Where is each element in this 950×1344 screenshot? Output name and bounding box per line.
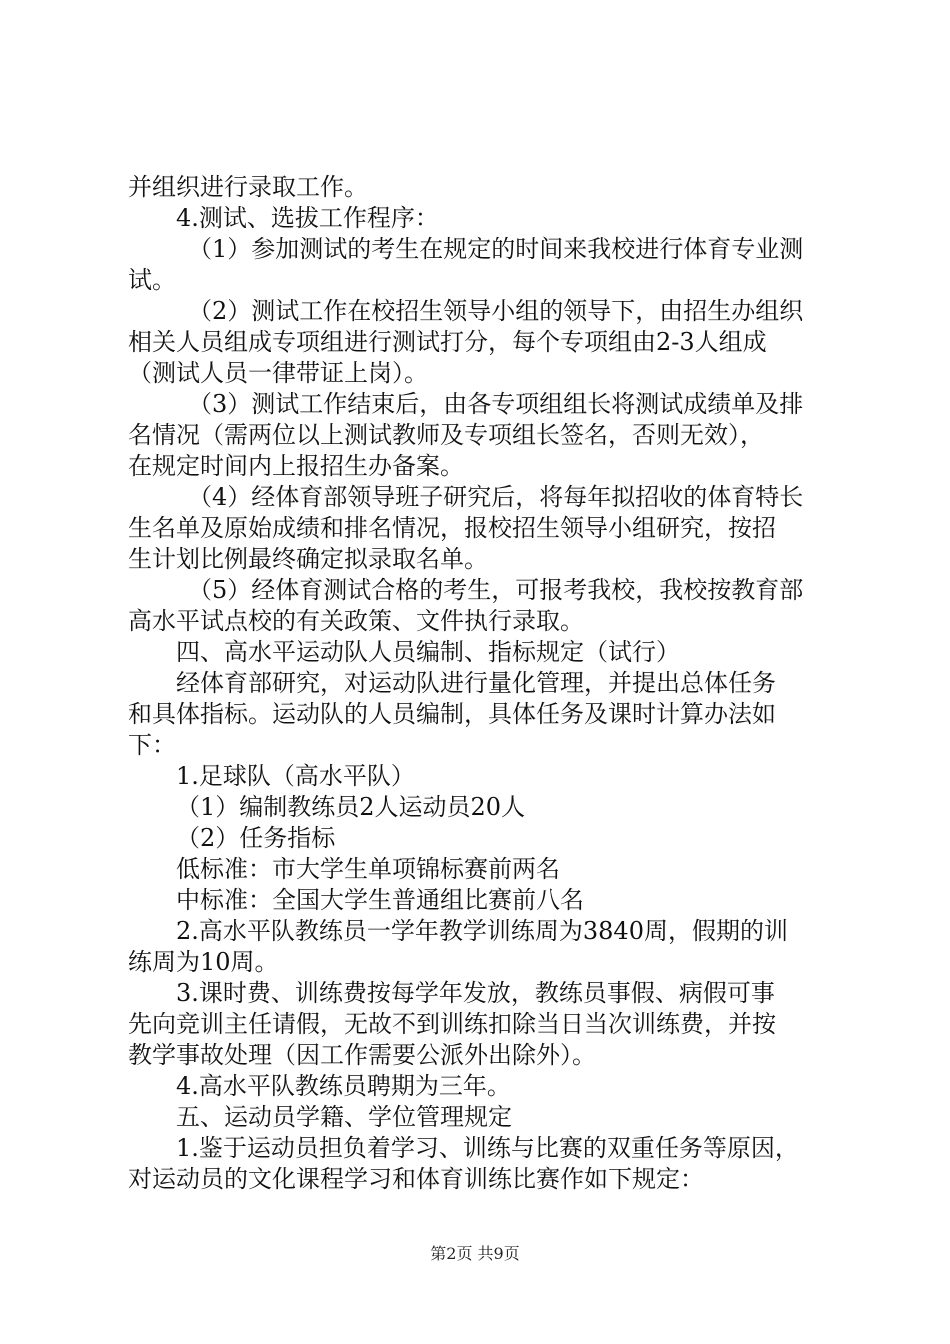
text-line: （2）测试工作在校招生领导小组的领导下，由招生办组织	[188, 297, 804, 325]
text-line: 1.鉴于运动员担负着学习、训练与比赛的双重任务等原因，	[176, 1134, 799, 1162]
text-line: 4.测试、选拔工作程序：	[176, 204, 439, 232]
text-line: 生计划比例最终确定拟录取名单。	[128, 545, 488, 573]
text-line: 试。	[128, 266, 176, 294]
section-heading: 四、高水平运动队人员编制、指标规定（试行）	[176, 638, 680, 666]
text-line: 1.足球队（高水平队）	[176, 762, 415, 790]
text-line: 和具体指标。运动队的人员编制，具体任务及课时计算办法如	[128, 700, 776, 728]
text-line: （1）参加测试的考生在规定的时间来我校进行体育专业测	[188, 235, 804, 263]
text-line: （1）编制教练员2人运动员20人	[176, 793, 526, 821]
text-line: 下：	[128, 731, 176, 759]
text-line: 对运动员的文化课程学习和体育训练比赛作如下规定：	[128, 1165, 704, 1193]
text-line: （3）测试工作结束后，由各专项组组长将测试成绩单及排	[188, 390, 804, 418]
text-line: 在规定时间内上报招生办备案。	[128, 452, 464, 480]
text-line: （测试人员一律带证上岗）。	[128, 359, 428, 387]
page-number-footer: 第2页 共9页	[430, 1244, 520, 1263]
text-line: 3.课时费、训练费按每学年发放，教练员事假、病假可事	[176, 979, 775, 1007]
body-text	[128, 172, 838, 1195]
text-line: 中标准：全国大学生普通组比赛前八名	[176, 886, 584, 914]
text-line: 低标准：市大学生单项锦标赛前两名	[176, 855, 560, 883]
text-line: 练周为10周。	[128, 948, 279, 976]
text-line: 先向竞训主任请假，无故不到训练扣除当日当次训练费，并按	[128, 1010, 776, 1038]
text-line: 相关人员组成专项组进行测试打分，每个专项组由2-3人组成	[128, 328, 767, 356]
text-line: 并组织进行录取工作。	[128, 173, 368, 201]
text-line: 教学事故处理（因工作需要公派外出除外）。	[128, 1041, 596, 1069]
text-line: 名情况（需两位以上测试教师及专项组长签名，否则无效），	[128, 421, 764, 449]
text-line: 经体育部研究，对运动队进行量化管理，并提出总体任务	[176, 669, 776, 697]
text-line: （5）经体育测试合格的考生，可报考我校，我校按教育部	[188, 576, 804, 604]
text-line: （2）任务指标	[176, 824, 336, 852]
text-line: 生名单及原始成绩和排名情况，报校招生领导小组研究，按招	[128, 514, 776, 542]
text-line: 高水平试点校的有关政策、文件执行录取。	[128, 607, 584, 635]
text-line: 2.高水平队教练员一学年教学训练周为3840周，假期的训	[176, 917, 788, 945]
text-line: （4）经体育部领导班子研究后，将每年拟招收的体育特长	[188, 483, 804, 511]
text-line: 4.高水平队教练员聘期为三年。	[176, 1072, 511, 1100]
section-heading: 五、运动员学籍、学位管理规定	[176, 1103, 512, 1131]
